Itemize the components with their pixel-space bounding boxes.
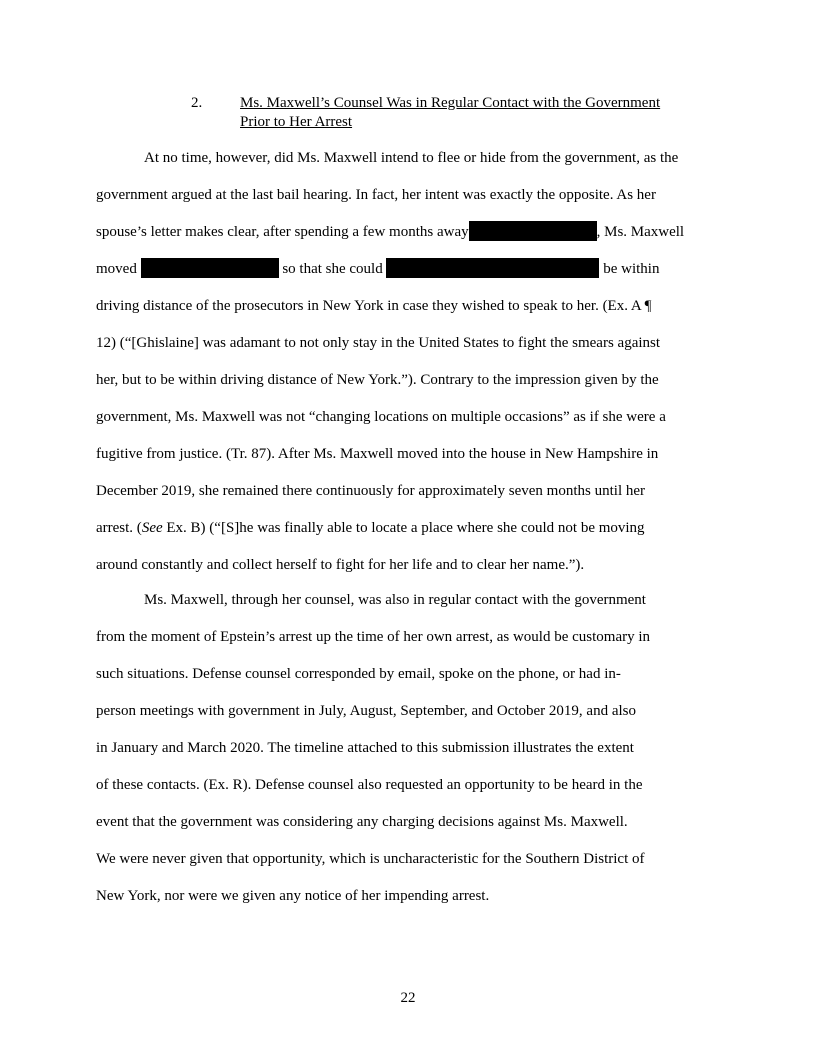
paragraph-1	[96, 140, 721, 584]
section-title-line: Ms. Maxwell’s Counsel Was in Regular Contact with the Government	[240, 95, 661, 111]
section-number: 2.	[191, 95, 203, 111]
text-line: around constantly and collect herself to fight for her life and to clear her name.”).	[96, 557, 585, 573]
text-line	[96, 510, 721, 547]
text-line: from the moment of Epstein’s arrest up the time of her own arrest, as would be customary in	[96, 629, 651, 645]
text-segment: moved	[96, 261, 137, 277]
section-title	[240, 94, 720, 132]
text-line: government, Ms. Maxwell was not “changing locations on multiple occasions” as if she were a	[96, 409, 666, 425]
text-line	[96, 214, 721, 251]
text-line: At no time, however, did Ms. Maxwell intend to flee or hide from the government, as the	[144, 150, 679, 166]
text-line: government argued at the last bail hearing. In fact, her intent was exactly the opposite. As her	[96, 187, 656, 203]
text-segment: be within	[603, 261, 660, 277]
text-segment: so that she could	[282, 261, 383, 277]
text-line: her, but to be within driving distance of New York.”). Contrary to the impression given by the	[96, 372, 659, 388]
text-line: driving distance of the prosecutors in New York in case they wished to speak to her. (Ex. A ¶	[96, 298, 652, 314]
text-line: fugitive from justice. (Tr. 87). After Ms. Maxwell moved into the house in New Hampshire in	[96, 446, 659, 462]
text-line	[96, 251, 721, 288]
redaction-block	[469, 221, 597, 241]
page-number: 22	[400, 990, 416, 1006]
text-line: person meetings with government in July, August, September, and October 2019, and also	[96, 703, 636, 719]
section-title-line: Prior to Her Arrest	[240, 114, 353, 130]
text-line: New York, nor were we given any notice of her impending arrest.	[96, 888, 490, 904]
text-line: We were never given that opportunity, which is uncharacteristic for the Southern District of	[96, 851, 645, 867]
text-segment: arrest. (	[96, 520, 142, 536]
text-line: December 2019, she remained there continuously for approximately seven months until her	[96, 483, 646, 499]
text-line: event that the government was considering any charging decisions against Ms. Maxwell.	[96, 814, 628, 830]
redaction-block	[386, 258, 599, 278]
redaction-block	[141, 258, 279, 278]
text-line: Ms. Maxwell, through her counsel, was also in regular contact with the government	[144, 592, 646, 608]
text-line: of these contacts. (Ex. R). Defense counsel also requested an opportunity to be heard in the	[96, 777, 643, 793]
text-line: 12) (“[Ghislaine] was adamant to not only stay in the United States to fight the smears against	[96, 335, 661, 351]
text-line: such situations. Defense counsel corresponded by email, spoke on the phone, or had in-	[96, 666, 621, 682]
text-segment: , Ms. Maxwell	[596, 224, 685, 240]
citation-signal: See	[141, 520, 163, 536]
paragraph-2	[96, 582, 721, 915]
text-segment: spouse’s letter makes clear, after spending a few months away	[96, 224, 469, 240]
text-line: in January and March 2020. The timeline attached to this submission illustrates the extent	[96, 740, 634, 756]
text-segment: Ex. B) (“[S]he was finally able to locate a place where she could not be moving	[162, 520, 645, 536]
